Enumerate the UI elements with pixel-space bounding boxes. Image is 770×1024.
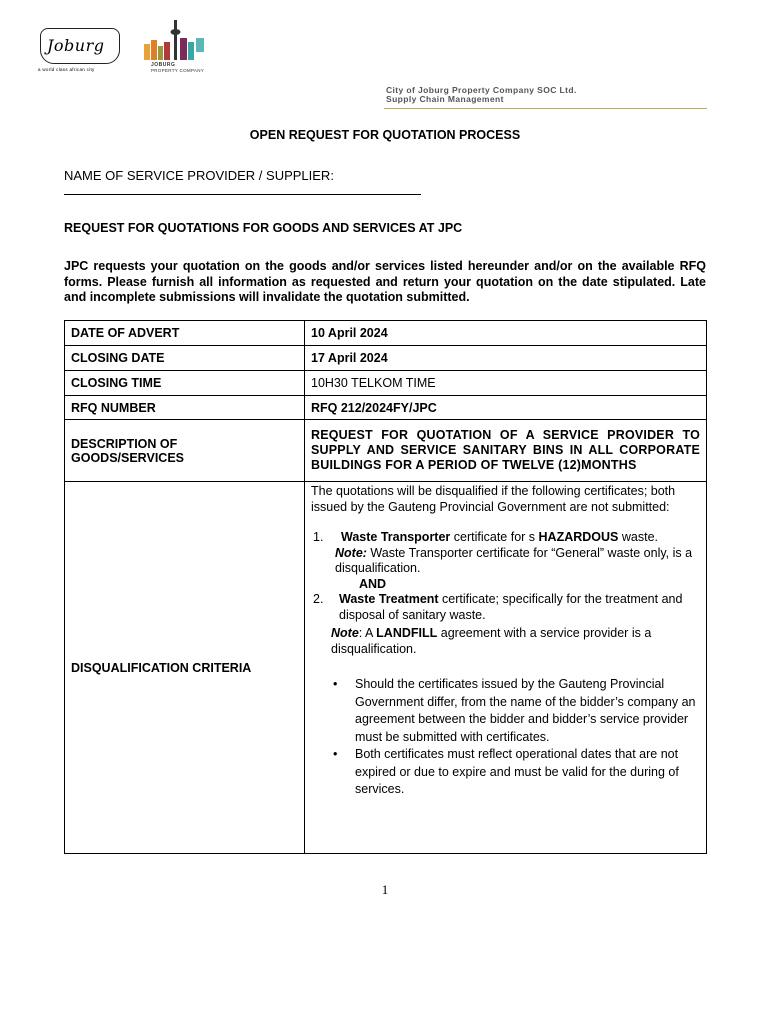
description-label (65, 420, 305, 482)
description-label-line1: DESCRIPTION OF (71, 436, 178, 451)
closing-time-value: 10H30 TELKOM TIME (305, 371, 707, 396)
note-2: Note: A LANDFILL agreement with a service provider is a disqualification. (331, 626, 652, 656)
description-value: REQUEST FOR QUOTATION OF A SERVICE PROVIDER TO SUPPLY AND SERVICE SANITARY BINS IN ALL CORPORATE BUILDINGS FOR A PERIOD OF TWELVE (12)MONTHS (305, 420, 707, 482)
joburg-tagline: a world class african city (38, 67, 95, 72)
intro-paragraph: JPC requests your quotation on the goods and/or services listed hereunder and/or on the available RFQ forms. Please furnish all information as requested and return your quotation on the date stipulated. Late and incomplete submissions will invalidate the quotation submitted. (64, 259, 706, 304)
supplier-name-field[interactable] (64, 194, 421, 195)
description-label-line2: GOODS/SERVICES (71, 450, 184, 465)
rfq-number-value: RFQ 212/2024FY/JPC (305, 396, 707, 420)
list-item: • Should the certificates issued by the Gauteng Provincial Government differ, from the name of the bidder’s company an agreement between the bidder and bidder’s service provider must be submitted with certificates. (311, 676, 700, 746)
jpc-logo (142, 18, 212, 62)
table-row (65, 420, 707, 482)
page-number: 1 (381, 882, 389, 897)
list-item: • Both certificates must reflect operational dates that are not expired or due to expire and must be valid for the during of services. (311, 746, 700, 799)
supplier-label: NAME OF SERVICE PROVIDER / SUPPLIER: (64, 168, 334, 183)
joburg-logo-text: Joburg (47, 36, 105, 55)
table-row (65, 321, 707, 346)
disqualification-criteria (305, 482, 707, 854)
rfq-number-label: RFQ NUMBER (65, 396, 305, 420)
and-text: AND (359, 576, 387, 591)
note-1: Note: Waste Transporter certificate for “General” waste only, is a disqualification. (335, 545, 693, 575)
disqualification-label: DISQUALIFICATION CRITERIA (65, 482, 305, 854)
list-item: 1. Waste Transporter certificate for s HAZARDOUS waste. (313, 530, 658, 544)
criteria-intro: The quotations will be disqualified if the following certificates; both issued by the Gauteng Provincial Government are not submitted: (311, 484, 676, 514)
closing-date-label: CLOSING DATE (65, 346, 305, 371)
table-row (65, 371, 707, 396)
jpc-name-line1: JOBURG (151, 62, 176, 68)
table-row (65, 346, 707, 371)
document-title: OPEN REQUEST FOR QUOTATION PROCESS (249, 128, 521, 142)
header-rule (384, 108, 707, 109)
closing-time-label: CLOSING TIME (65, 371, 305, 396)
section-heading: REQUEST FOR QUOTATIONS FOR GOODS AND SERVICES AT JPC (64, 221, 463, 235)
table-row (65, 396, 707, 420)
bullet-icon: • (333, 677, 338, 691)
list-item: 2. Waste Treatment certificate; specifically for the treatment and disposal of sanitary waste. (313, 592, 683, 622)
rfq-table (64, 320, 707, 854)
department-name: Supply Chain Management (386, 94, 504, 104)
bullet-icon: • (333, 747, 338, 761)
jpc-name-line2: PROPERTY COMPANY (151, 68, 205, 73)
company-name: City of Joburg Property Company SOC Ltd. (386, 85, 577, 95)
date-of-advert-label: DATE OF ADVERT (65, 321, 305, 346)
table-row (65, 482, 707, 854)
closing-date-value: 17 April 2024 (305, 346, 707, 371)
date-of-advert-value: 10 April 2024 (305, 321, 707, 346)
